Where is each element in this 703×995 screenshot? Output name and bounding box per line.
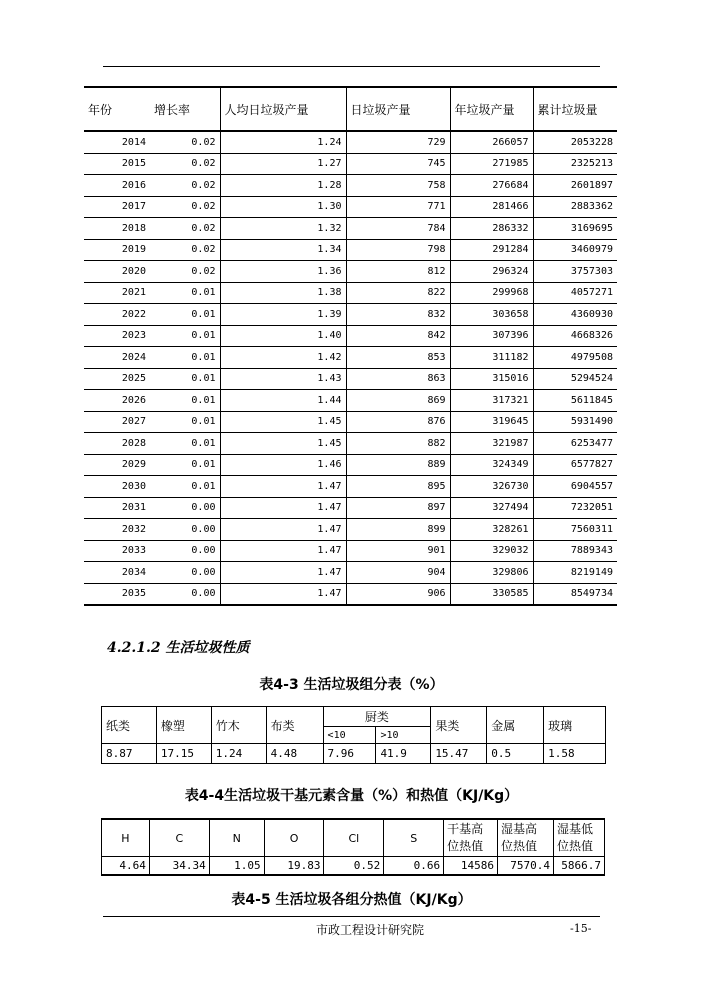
header-per-capita-daily: 人均日垃圾产量 — [220, 87, 346, 131]
table-cell: 1.32 — [220, 218, 346, 240]
table-cell: 0.02 — [150, 175, 220, 197]
table-row — [84, 368, 617, 390]
table-row — [84, 540, 617, 562]
table-cell: 307396 — [450, 325, 533, 347]
table-row — [84, 325, 617, 347]
table-cell: 889 — [346, 454, 450, 476]
table-row — [84, 411, 617, 433]
table-cell: 8219149 — [533, 562, 617, 584]
value-kitchen-gt10: 41.9 — [376, 744, 431, 764]
table-cell: 0.01 — [150, 282, 220, 304]
table-cell: 266057 — [450, 131, 533, 153]
page-number: -15- — [570, 922, 592, 935]
table-cell: 3460979 — [533, 239, 617, 261]
table-cell: 2025 — [84, 368, 150, 390]
element-heat-table — [101, 818, 605, 876]
table-cell: 2017 — [84, 196, 150, 218]
table-cell: 0.01 — [150, 411, 220, 433]
table-cell: 329806 — [450, 562, 533, 584]
table-cell: 842 — [346, 325, 450, 347]
table-cell: 2034 — [84, 562, 150, 584]
table-cell: 2019 — [84, 239, 150, 261]
table-cell: 0.01 — [150, 325, 220, 347]
table-cell: 1.38 — [220, 282, 346, 304]
table-cell: 0.02 — [150, 239, 220, 261]
table-cell: 321987 — [450, 433, 533, 455]
table-row — [84, 282, 617, 304]
table-row — [84, 433, 617, 455]
table-cell: 2023 — [84, 325, 150, 347]
header-kitchen: 厨类 — [323, 707, 431, 727]
table-row — [84, 519, 617, 541]
table-row — [84, 175, 617, 197]
table-row — [84, 131, 617, 153]
table-cell: 8549734 — [533, 583, 617, 605]
table-cell: 1.44 — [220, 390, 346, 412]
table-cell: 1.39 — [220, 304, 346, 326]
value-c: 34.34 — [149, 857, 209, 876]
footer-rule — [103, 916, 600, 917]
table-cell: 2035 — [84, 583, 150, 605]
value-n: 1.05 — [209, 857, 264, 876]
table-cell: 0.00 — [150, 519, 220, 541]
table-cell: 758 — [346, 175, 450, 197]
table-row — [84, 239, 617, 261]
table-cell: 906 — [346, 583, 450, 605]
table-cell: 1.42 — [220, 347, 346, 369]
header-h: H — [102, 819, 150, 857]
table-cell: 798 — [346, 239, 450, 261]
table-cell: 1.27 — [220, 153, 346, 175]
table-cell: 0.01 — [150, 476, 220, 498]
header-dry-hhv: 干基高 位热值 — [444, 819, 498, 857]
table-cell: 2024 — [84, 347, 150, 369]
header-n: N — [209, 819, 264, 857]
header-metal: 金属 — [487, 707, 544, 744]
table-cell: 0.01 — [150, 390, 220, 412]
table-cell: 2020 — [84, 261, 150, 283]
table-cell: 2032 — [84, 519, 150, 541]
table-header-row — [84, 87, 617, 131]
table-cell: 326730 — [450, 476, 533, 498]
table-cell: 319645 — [450, 411, 533, 433]
header-rule — [103, 66, 600, 67]
value-metal: 0.5 — [487, 744, 544, 764]
table-cell: 0.01 — [150, 304, 220, 326]
table-cell: 4057271 — [533, 282, 617, 304]
table-cell: 324349 — [450, 454, 533, 476]
table-cell: 2018 — [84, 218, 150, 240]
header-daily-output: 日垃圾产量 — [346, 87, 450, 131]
table-cell: 1.43 — [220, 368, 346, 390]
table-cell: 0.01 — [150, 347, 220, 369]
table-cell: 286332 — [450, 218, 533, 240]
table-row — [84, 390, 617, 412]
table-body — [84, 131, 617, 605]
table-cell: 0.00 — [150, 583, 220, 605]
table-cell: 6904557 — [533, 476, 617, 498]
table-cell: 904 — [346, 562, 450, 584]
table-cell: 1.40 — [220, 325, 346, 347]
value-fruit: 15.47 — [431, 744, 487, 764]
header-cumulative: 累计垃圾量 — [533, 87, 617, 131]
value-h: 4.64 — [102, 857, 150, 876]
table-cell: 1.45 — [220, 433, 346, 455]
table-row — [84, 583, 617, 605]
table-cell: 1.47 — [220, 562, 346, 584]
table-cell: 0.02 — [150, 261, 220, 283]
table-cell: 0.02 — [150, 196, 220, 218]
table-cell: 3757303 — [533, 261, 617, 283]
header-cloth: 布类 — [266, 707, 323, 744]
value-o: 19.83 — [264, 857, 324, 876]
table-cell: 899 — [346, 519, 450, 541]
table-cell: 1.46 — [220, 454, 346, 476]
header-wet-lhv: 湿基低 位热值 — [553, 819, 604, 857]
table-cell: 2325213 — [533, 153, 617, 175]
table-cell: 4979508 — [533, 347, 617, 369]
table-cell: 7889343 — [533, 540, 617, 562]
table-cell: 882 — [346, 433, 450, 455]
value-s: 0.66 — [384, 857, 444, 876]
table-cell: 1.47 — [220, 519, 346, 541]
table-cell: 5611845 — [533, 390, 617, 412]
header-fruit: 果类 — [431, 707, 487, 744]
table-cell: 2014 — [84, 131, 150, 153]
value-dry-hhv: 14586 — [444, 857, 498, 876]
table-cell: 876 — [346, 411, 450, 433]
table-cell: 771 — [346, 196, 450, 218]
table-cell: 897 — [346, 497, 450, 519]
table-cell: 296324 — [450, 261, 533, 283]
header-kitchen-lt10: <10 — [323, 727, 376, 744]
table-cell: 895 — [346, 476, 450, 498]
table-cell: 299968 — [450, 282, 533, 304]
value-cl: 0.52 — [324, 857, 384, 876]
table-cell: 2053228 — [533, 131, 617, 153]
section-heading: 4.2.1.2 生活垃圾性质 — [107, 640, 250, 656]
header-glass: 玻璃 — [544, 707, 606, 744]
table-row — [84, 261, 617, 283]
value-cloth: 4.48 — [266, 744, 323, 764]
value-wet-lhv: 5866.7 — [553, 857, 604, 876]
table-cell: 330585 — [450, 583, 533, 605]
table-cell: 2601897 — [533, 175, 617, 197]
table-row — [84, 454, 617, 476]
table-cell: 2033 — [84, 540, 150, 562]
header-s: S — [384, 819, 444, 857]
table-cell: 0.01 — [150, 368, 220, 390]
table-cell: 2027 — [84, 411, 150, 433]
table-cell: 1.47 — [220, 540, 346, 562]
table-cell: 812 — [346, 261, 450, 283]
table-cell: 0.01 — [150, 454, 220, 476]
table-cell: 1.47 — [220, 583, 346, 605]
header-wet-hhv: 湿基高 位热值 — [498, 819, 554, 857]
table-4-3-title: 表4-3 生活垃圾组分表（%） — [259, 677, 444, 693]
header-kitchen-gt10: >10 — [376, 727, 431, 744]
table-cell: 832 — [346, 304, 450, 326]
table-cell: 4668326 — [533, 325, 617, 347]
table-cell: 2021 — [84, 282, 150, 304]
table-cell: 329032 — [450, 540, 533, 562]
table-cell: 0.02 — [150, 153, 220, 175]
value-bamboo-wood: 1.24 — [211, 744, 266, 764]
header-paper: 纸类 — [102, 707, 157, 744]
table-4-5-title: 表4-5 生活垃圾各组分热值（KJ/Kg） — [231, 892, 472, 908]
table-cell: 276684 — [450, 175, 533, 197]
table-cell: 315016 — [450, 368, 533, 390]
table-row — [84, 347, 617, 369]
table-cell: 4360930 — [533, 304, 617, 326]
table-cell: 271985 — [450, 153, 533, 175]
value-rubber-plastic: 17.15 — [156, 744, 211, 764]
table-cell: 6253477 — [533, 433, 617, 455]
table-cell: 1.34 — [220, 239, 346, 261]
table-cell: 2031 — [84, 497, 150, 519]
table-row — [84, 497, 617, 519]
table-cell: 3169695 — [533, 218, 617, 240]
table-cell: 5294524 — [533, 368, 617, 390]
table-cell: 1.47 — [220, 497, 346, 519]
header-cl: Cl — [324, 819, 384, 857]
value-glass: 1.58 — [544, 744, 606, 764]
table-cell: 1.30 — [220, 196, 346, 218]
table-cell: 822 — [346, 282, 450, 304]
table-cell: 1.47 — [220, 476, 346, 498]
table-cell: 6577827 — [533, 454, 617, 476]
table-cell: 2030 — [84, 476, 150, 498]
table-cell: 2028 — [84, 433, 150, 455]
table-cell: 863 — [346, 368, 450, 390]
value-paper: 8.87 — [102, 744, 157, 764]
table-row — [84, 476, 617, 498]
table-cell: 311182 — [450, 347, 533, 369]
table-cell: 2016 — [84, 175, 150, 197]
table-cell: 2026 — [84, 390, 150, 412]
composition-table — [101, 706, 606, 764]
header-year: 年份 — [84, 87, 150, 131]
table-cell: 7560311 — [533, 519, 617, 541]
table-cell: 2883362 — [533, 196, 617, 218]
table-cell: 0.02 — [150, 218, 220, 240]
footer-org: 市政工程设计研究院 — [316, 923, 425, 937]
table-cell: 0.01 — [150, 433, 220, 455]
table-cell: 784 — [346, 218, 450, 240]
table-cell: 303658 — [450, 304, 533, 326]
header-annual-output: 年垃圾产量 — [450, 87, 533, 131]
table-cell: 869 — [346, 390, 450, 412]
table-row — [84, 218, 617, 240]
table-cell: 327494 — [450, 497, 533, 519]
table-cell: 2015 — [84, 153, 150, 175]
header-rubber-plastic: 橡塑 — [156, 707, 211, 744]
header-c: C — [149, 819, 209, 857]
table-row — [84, 153, 617, 175]
table-cell: 0.00 — [150, 497, 220, 519]
table-cell: 291284 — [450, 239, 533, 261]
table-row — [84, 196, 617, 218]
value-wet-hhv: 7570.4 — [498, 857, 554, 876]
table-cell: 328261 — [450, 519, 533, 541]
table-4-4-title: 表4-4生活垃圾干基元素含量（%）和热值（KJ/Kg） — [184, 788, 519, 804]
header-growth-rate: 增长率 — [150, 87, 220, 131]
table-row — [84, 562, 617, 584]
table-cell: 0.02 — [150, 131, 220, 153]
table-cell: 0.00 — [150, 540, 220, 562]
table-cell: 317321 — [450, 390, 533, 412]
table-cell: 2029 — [84, 454, 150, 476]
table-cell: 5931490 — [533, 411, 617, 433]
table-cell: 853 — [346, 347, 450, 369]
value-kitchen-lt10: 7.96 — [323, 744, 376, 764]
table-cell: 1.24 — [220, 131, 346, 153]
table-cell: 745 — [346, 153, 450, 175]
table-cell: 2022 — [84, 304, 150, 326]
table-cell: 281466 — [450, 196, 533, 218]
table-cell: 1.45 — [220, 411, 346, 433]
table-cell: 0.00 — [150, 562, 220, 584]
table-cell: 729 — [346, 131, 450, 153]
table-cell: 1.36 — [220, 261, 346, 283]
header-o: O — [264, 819, 324, 857]
table-row — [84, 304, 617, 326]
garbage-projection-table — [84, 86, 617, 606]
table-cell: 901 — [346, 540, 450, 562]
table-cell: 1.28 — [220, 175, 346, 197]
table-cell: 7232051 — [533, 497, 617, 519]
header-bamboo-wood: 竹木 — [211, 707, 266, 744]
